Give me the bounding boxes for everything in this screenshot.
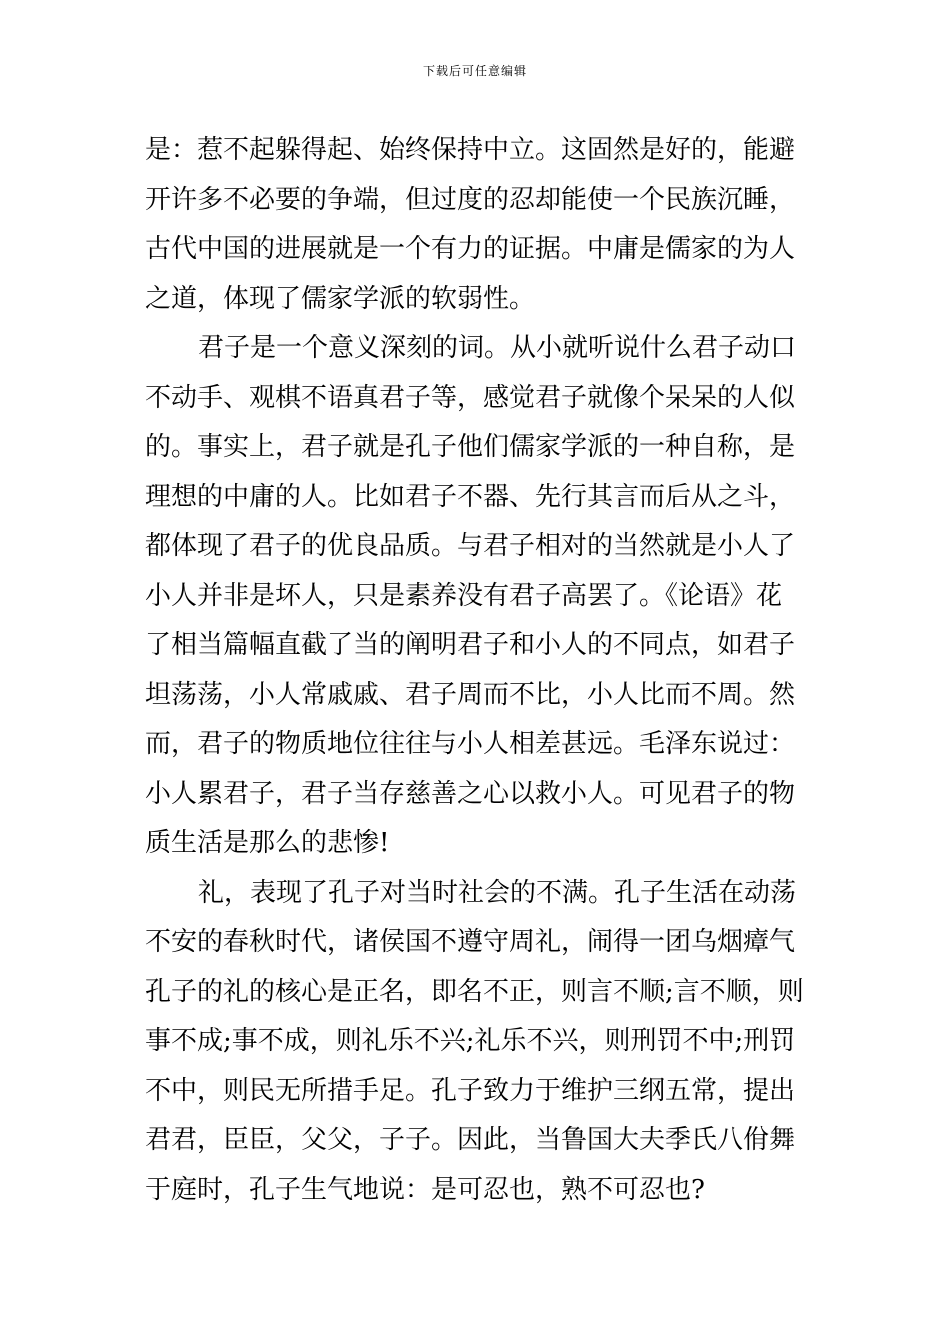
document-body bbox=[145, 126, 813, 1215]
text-line: 之道，体现了儒家学派的软弱性。 bbox=[145, 283, 536, 314]
text-line: 君君，臣臣，父父，子子。因此，当鲁国大夫季氏八佾舞 bbox=[145, 1125, 796, 1155]
text-line: 开许多不必要的争端，但过度的忍却能使一个民族沉睡， bbox=[145, 184, 796, 215]
text-line: 不中，则民无所措手足。孔子致力于维护三纲五常，提出 bbox=[145, 1075, 796, 1106]
text-line: 于庭时，孔子生气地说：是可忍也，熟不可忍也? bbox=[145, 1174, 705, 1205]
paragraph bbox=[145, 869, 813, 1216]
text-line: 了相当篇幅直截了当的阐明君子和小人的不同点，如君子 bbox=[145, 630, 796, 660]
text-line: 小人并非是坏人，只是素养没有君子高罢了。《论语》花 bbox=[145, 580, 783, 611]
text-line: 质生活是那么的悲惨! bbox=[145, 828, 390, 858]
text-line: 理想的中庸的人。比如君子不器、先行其言而后从之斗， bbox=[145, 481, 796, 512]
text-line: 而，君子的物质地位往往与小人相差甚远。毛泽东说过： bbox=[145, 729, 796, 759]
text-line: 是：惹不起躲得起、始终保持中立。这固然是好的，能避 bbox=[145, 135, 796, 165]
page-header-note: 下载后可任意编辑 bbox=[422, 64, 527, 78]
text-line: 坦荡荡，小人常戚戚、君子周而不比，小人比而不周。然 bbox=[145, 679, 796, 710]
text-line: 礼，表现了孔子对当时社会的不满。孔子生活在动荡 bbox=[198, 877, 797, 908]
text-line: 不动手、观棋不语真君子等，感觉君子就像个呆呆的人似 bbox=[145, 382, 796, 413]
text-line: 不安的春秋时代，诸侯国不遵守周礼，闹得一团乌烟瘴气 bbox=[145, 927, 796, 957]
text-line: 孔子的礼的核心是正名，即名不正，则言不顺;言不顺，则 bbox=[145, 976, 804, 1007]
text-line: 君子是一个意义深刻的词。从小就听说什么君子动口 bbox=[198, 333, 797, 363]
text-line: 事不成;事不成，则礼乐不兴;礼乐不兴，则刑罚不中;刑罚 bbox=[145, 1026, 796, 1056]
text-line: 小人累君子，君子当存慈善之心以救小人。可见君子的物 bbox=[145, 778, 796, 809]
text-line: 都体现了君子的优良品质。与君子相对的当然就是小人了 bbox=[145, 531, 796, 561]
text-line: 的。事实上，君子就是孔子他们儒家学派的一种自称，是 bbox=[145, 432, 796, 462]
paragraph bbox=[145, 324, 813, 869]
paragraph bbox=[145, 126, 813, 324]
text-line: 古代中国的进展就是一个有力的证据。中庸是儒家的为人 bbox=[145, 234, 796, 264]
